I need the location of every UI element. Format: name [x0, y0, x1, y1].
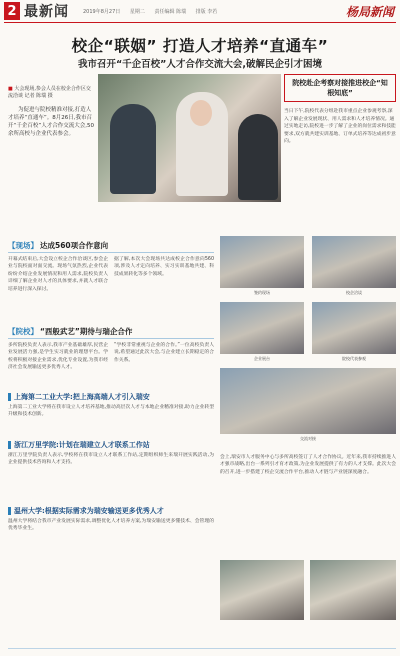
sidebar-title: 院校赴企考察对接推进校企“知根知底”	[284, 74, 396, 102]
subheadline: 我市召开“千企百校”人才合作交流大会,破解民企引才困境	[77, 59, 323, 70]
gallery-photo	[312, 236, 396, 288]
story-title-text: 浙江万里学院:计划在瑞建立人才联系工作站	[14, 441, 150, 449]
photo-caption	[8, 86, 94, 100]
gallery-photo	[312, 302, 396, 354]
photo-face	[190, 100, 212, 126]
story-title-text: 温州大学:根据实际需求为瑞安输送更多优秀人才	[14, 507, 164, 515]
right-column-text: 会上,瑞安市人才服务中心与多所高校签订了人才合作协议。近年来,我市持续推进人才强市战略,出台一系列引才育才政策,为企业发展提供了有力的人才支撑。此次大会的召开,进一步搭建了校企交流合作平台,推动人才链与产业链深度融合。	[220, 455, 396, 475]
scene-title: 达成560项合作意向	[40, 240, 109, 250]
page-header	[0, 0, 400, 22]
header-rule	[4, 22, 396, 23]
headline: 校企“联姻” 打造人才培养“直通车”	[71, 37, 329, 55]
photo-figure	[238, 114, 278, 200]
voice-column-1: 多所院校负责人表示,我市产业基础雄厚,民营企业发展活力强,是学生实习就业的理想平台。学校将积极对接企业需求,优化专业设置,为我市经济社会发展输送更多优秀人才。	[8, 343, 108, 371]
editor-credit: 责任编辑 陈瑞	[154, 8, 187, 15]
main-photo	[98, 74, 281, 202]
scene-column-1: 开幕式结束后,大会设立校企合作洽谈区,参会企业与院校面对面交流。现场气氛热烈,企业代表纷纷介绍企业发展情况和用人需求,院校负责人详细了解企业对人才的具体要求,并就人才联合培养进行深入探讨。	[8, 257, 108, 292]
bottom-photo	[310, 560, 396, 620]
section-name: 最新闻	[24, 4, 69, 20]
story-body-3: 温州大学将结合我市产业发展实际需求,调整优化人才培养方案,为瑞安输送更多懂技术、会管理的优秀毕业生。	[8, 519, 214, 532]
photo-gallery	[220, 236, 396, 446]
gallery-photo	[220, 302, 304, 354]
voice-title: “酉般武艺”期待与瑞企合作	[40, 326, 133, 336]
page-number: 2	[4, 2, 20, 20]
lead-paragraph: 为促进与院校精准对接,打造人才培养“直通车”。8月26日,我市召开“千企百校”人才合作交流大会,50余所高校与企业代表参会。	[8, 107, 94, 137]
layout-credit: 排版 李若	[195, 8, 218, 15]
scene-subtitle	[8, 240, 214, 250]
voice-tag: 【院校】	[8, 326, 38, 336]
caption-flag: ■	[8, 86, 13, 92]
scene-tag: 【现场】	[8, 240, 38, 250]
bottom-photo	[220, 560, 304, 620]
story-marker	[8, 507, 11, 515]
issue-date: 2019年8月27日	[83, 8, 121, 15]
story-marker	[8, 393, 11, 401]
gallery-caption: 院校代表参观	[342, 356, 366, 361]
gallery-caption: 企业展台	[254, 356, 270, 361]
story-body-1: 上海第二工业大学将在我市设立人才培养基地,推动高层次人才与本地企业精准对接,助力企业转型升级和技术创新。	[8, 405, 214, 418]
caption-text: 大会现场,参会人员在校企合作区交流洽谈 记者 陈瑞 摄	[8, 86, 91, 99]
story-title-text: 上海第二工业大学:把上海高端人才引入瑞安	[14, 393, 150, 401]
story-marker	[8, 441, 11, 449]
story-title-2	[8, 440, 150, 450]
sidebar-story	[284, 74, 396, 146]
scene-column-2: 据了解,本次大会现场共达成校企合作意向560项,涉及人才定向培养、实习实训基地共建、科技成果转化等多个领域。	[114, 257, 214, 277]
story-title-3	[8, 506, 164, 516]
gallery-caption: 校企洽谈	[346, 290, 362, 295]
photo-figure	[110, 104, 156, 194]
voice-subtitle	[8, 326, 214, 336]
issue-weekday: 星期二	[129, 8, 145, 15]
gallery-caption: 交流对接	[300, 436, 316, 441]
story-body-2: 浙江万里学院负责人表示,学校将在我市设立人才联系工作站,定期组织师生来瑞开展实践活动,为企业提供技术咨询和人才支持。	[8, 453, 214, 466]
gallery-photo	[220, 236, 304, 288]
divider	[8, 338, 214, 339]
sidebar-body: 当日下午,院校代表分组赴我市重点企业参观考察,深入了解企业发展现状、用人需求和人才培养情况。通过实地走访,院校进一步了解了企业的岗位需求和技能要求,双方就共建实训基地、订单式培养等达成初步意向。	[284, 109, 396, 145]
voice-column-2: “学校非常重视与企业的合作。”一位高校负责人说,希望通过此次大会,与企业建立长期稳定的合作关系。	[114, 343, 214, 363]
gallery-caption: 签约现场	[254, 290, 270, 295]
gallery-photo	[220, 368, 396, 434]
header-meta	[83, 8, 225, 15]
paper-logo: 杨局新闻	[345, 5, 394, 19]
story-title-1	[8, 392, 150, 402]
divider	[8, 252, 214, 253]
footer-rule	[8, 648, 396, 649]
